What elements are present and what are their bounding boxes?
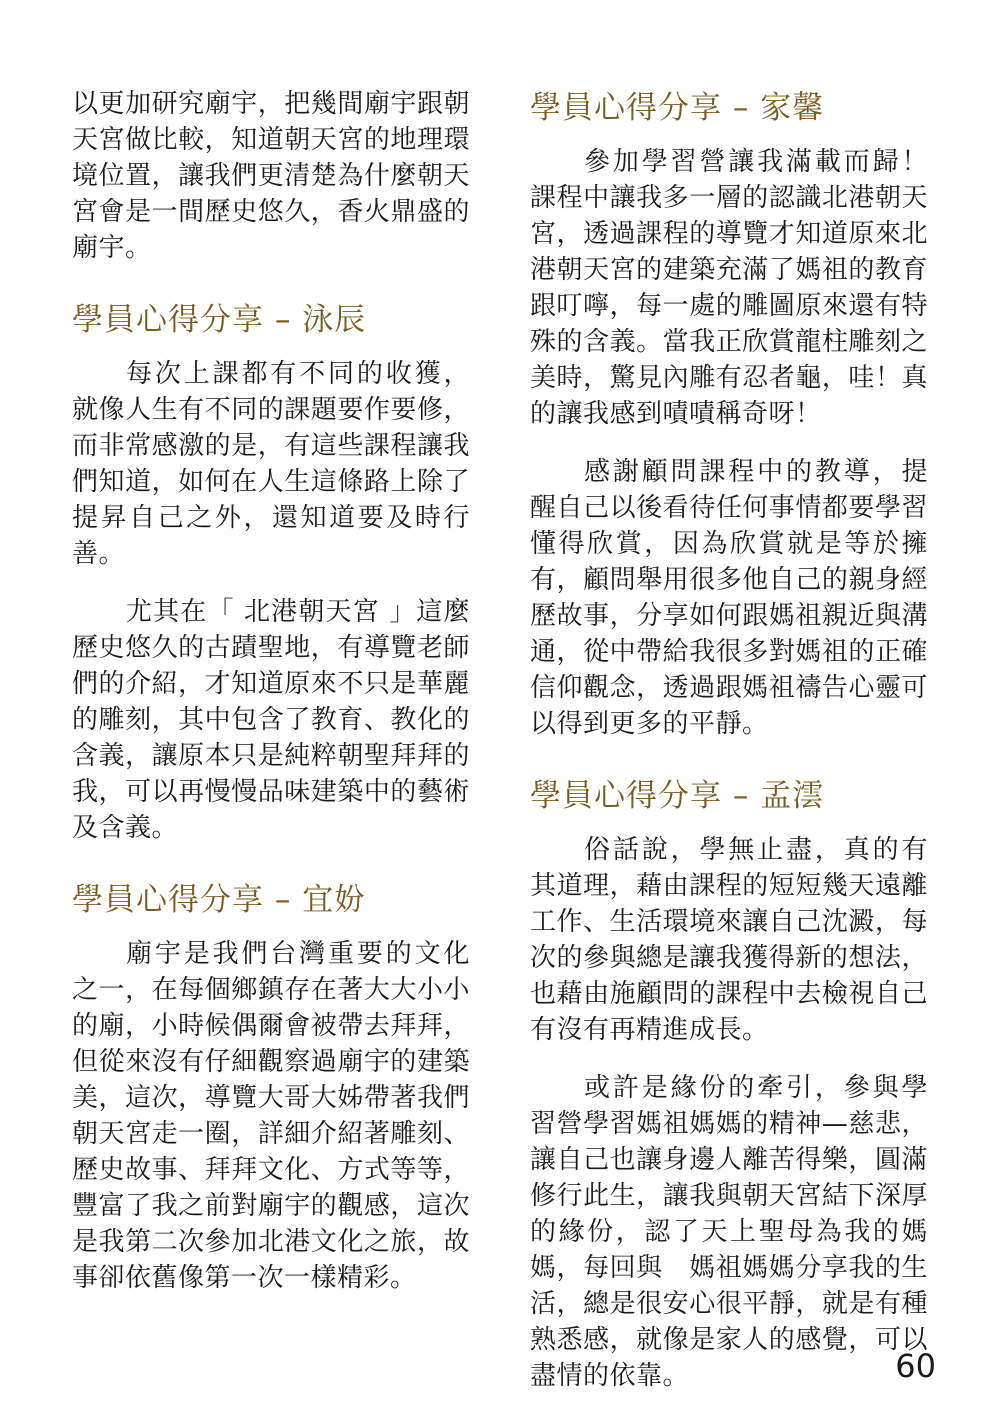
yifen-paragraph-1: 廟宇是我們台灣重要的文化之一，在每個鄉鎮存在著大大小小的廟，小時候偶爾會被帶去拜拜，但從來沒有仔細觀察過廟宇的建築美，這次，導覽大哥大姊帶著我們朝天宮走一圈，詳細介紹著雕刻、歷史故事、拜拜文化、方式等等，豐富了我之前對廟宇的觀感，這次是我第二次參加北港文化之旅，故事卻依舊像第一次一樣精彩。 (72, 939, 470, 1293)
section-heading-yifen: 學員心得分享 – 宜妢 (72, 882, 367, 918)
mengyun-paragraph-2: 或許是緣份的牽引，參與學習營學習媽祖媽媽的精神—慈悲，讓自己也讓身邊人離苦得樂，圓滿修行此生，讓我與朝天宮結下深厚的緣份，認了天上聖母為我的媽媽，每回與 媽祖媽媽分享我的生活，總是很安心很平靜，就是有種熟悉感，就像是家人的感覺，可以盡情的依靠。 (530, 1073, 928, 1391)
left-column (72, 86, 470, 1296)
mengyun-paragraph-1: 俗話說，學無止盡，真的有其道理，藉由課程的短短幾天遠離工作、生活環境來讓自己沈澱，每次的參與總是讓我獲得新的想法，也藉由施顧問的課程中去檢視自己有沒有再精進成長。 (530, 835, 928, 1045)
section-heading-mengyun: 學員心得分享 – 孟澐 (530, 778, 825, 814)
yongchen-paragraph-1: 每次上課都有不同的收獲，就像人生有不同的課題要作要修，而非常感激的是，有這些課程讓我們知道，如何在人生這條路上除了提昇自己之外，還知道要及時行善。 (72, 359, 470, 569)
yongchen-paragraph-2: 尤其在「 北港朝天宮 」這麼歷史悠久的古蹟聖地，有導覽老師們的介紹，才知道原來不只是華麗的雕刻，其中包含了教育、教化的含義，讓原本只是純粹朝聖拜拜的我，可以再慢慢品味建築中的藝術及含義。 (72, 597, 470, 843)
section-heading-yongchen: 學員心得分享 – 泳辰 (72, 302, 367, 338)
page-number: 60 (895, 1347, 936, 1385)
jiaxin-paragraph-1: 參加學習營讓我滿載而歸！課程中讓我多一層的認識北港朝天宮，透過課程的導覽才知道原來北港朝天宮的建築充滿了媽祖的教育跟叮嚀，每一處的雕圖原來還有特殊的含義。當我正欣賞龍柱雕刻之美時，驚見內雕有忍者龜，哇！真的讓我感到嘖嘖稱奇呀！ (530, 147, 928, 429)
jiaxin-paragraph-2: 感謝顧問課程中的教導，提醒自己以後看待任何事情都要學習懂得欣賞，因為欣賞就是等於擁有，顧問舉用很多他自己的親身經歷故事，分享如何跟媽祖親近與溝通，從中帶給我很多對媽祖的正確信仰觀念，透過跟媽祖禱告心靈可以得到更多的平靜。 (530, 457, 928, 739)
right-column (530, 86, 928, 1394)
intro-paragraph: 以更加研究廟宇，把幾間廟宇跟朝天宮做比較，知道朝天宮的地理環境位置，讓我們更清楚為什麼朝天宮會是一間歷史悠久，香火鼎盛的廟宇。 (72, 89, 470, 263)
section-heading-jiaxin: 學員心得分享 – 家馨 (530, 90, 825, 126)
